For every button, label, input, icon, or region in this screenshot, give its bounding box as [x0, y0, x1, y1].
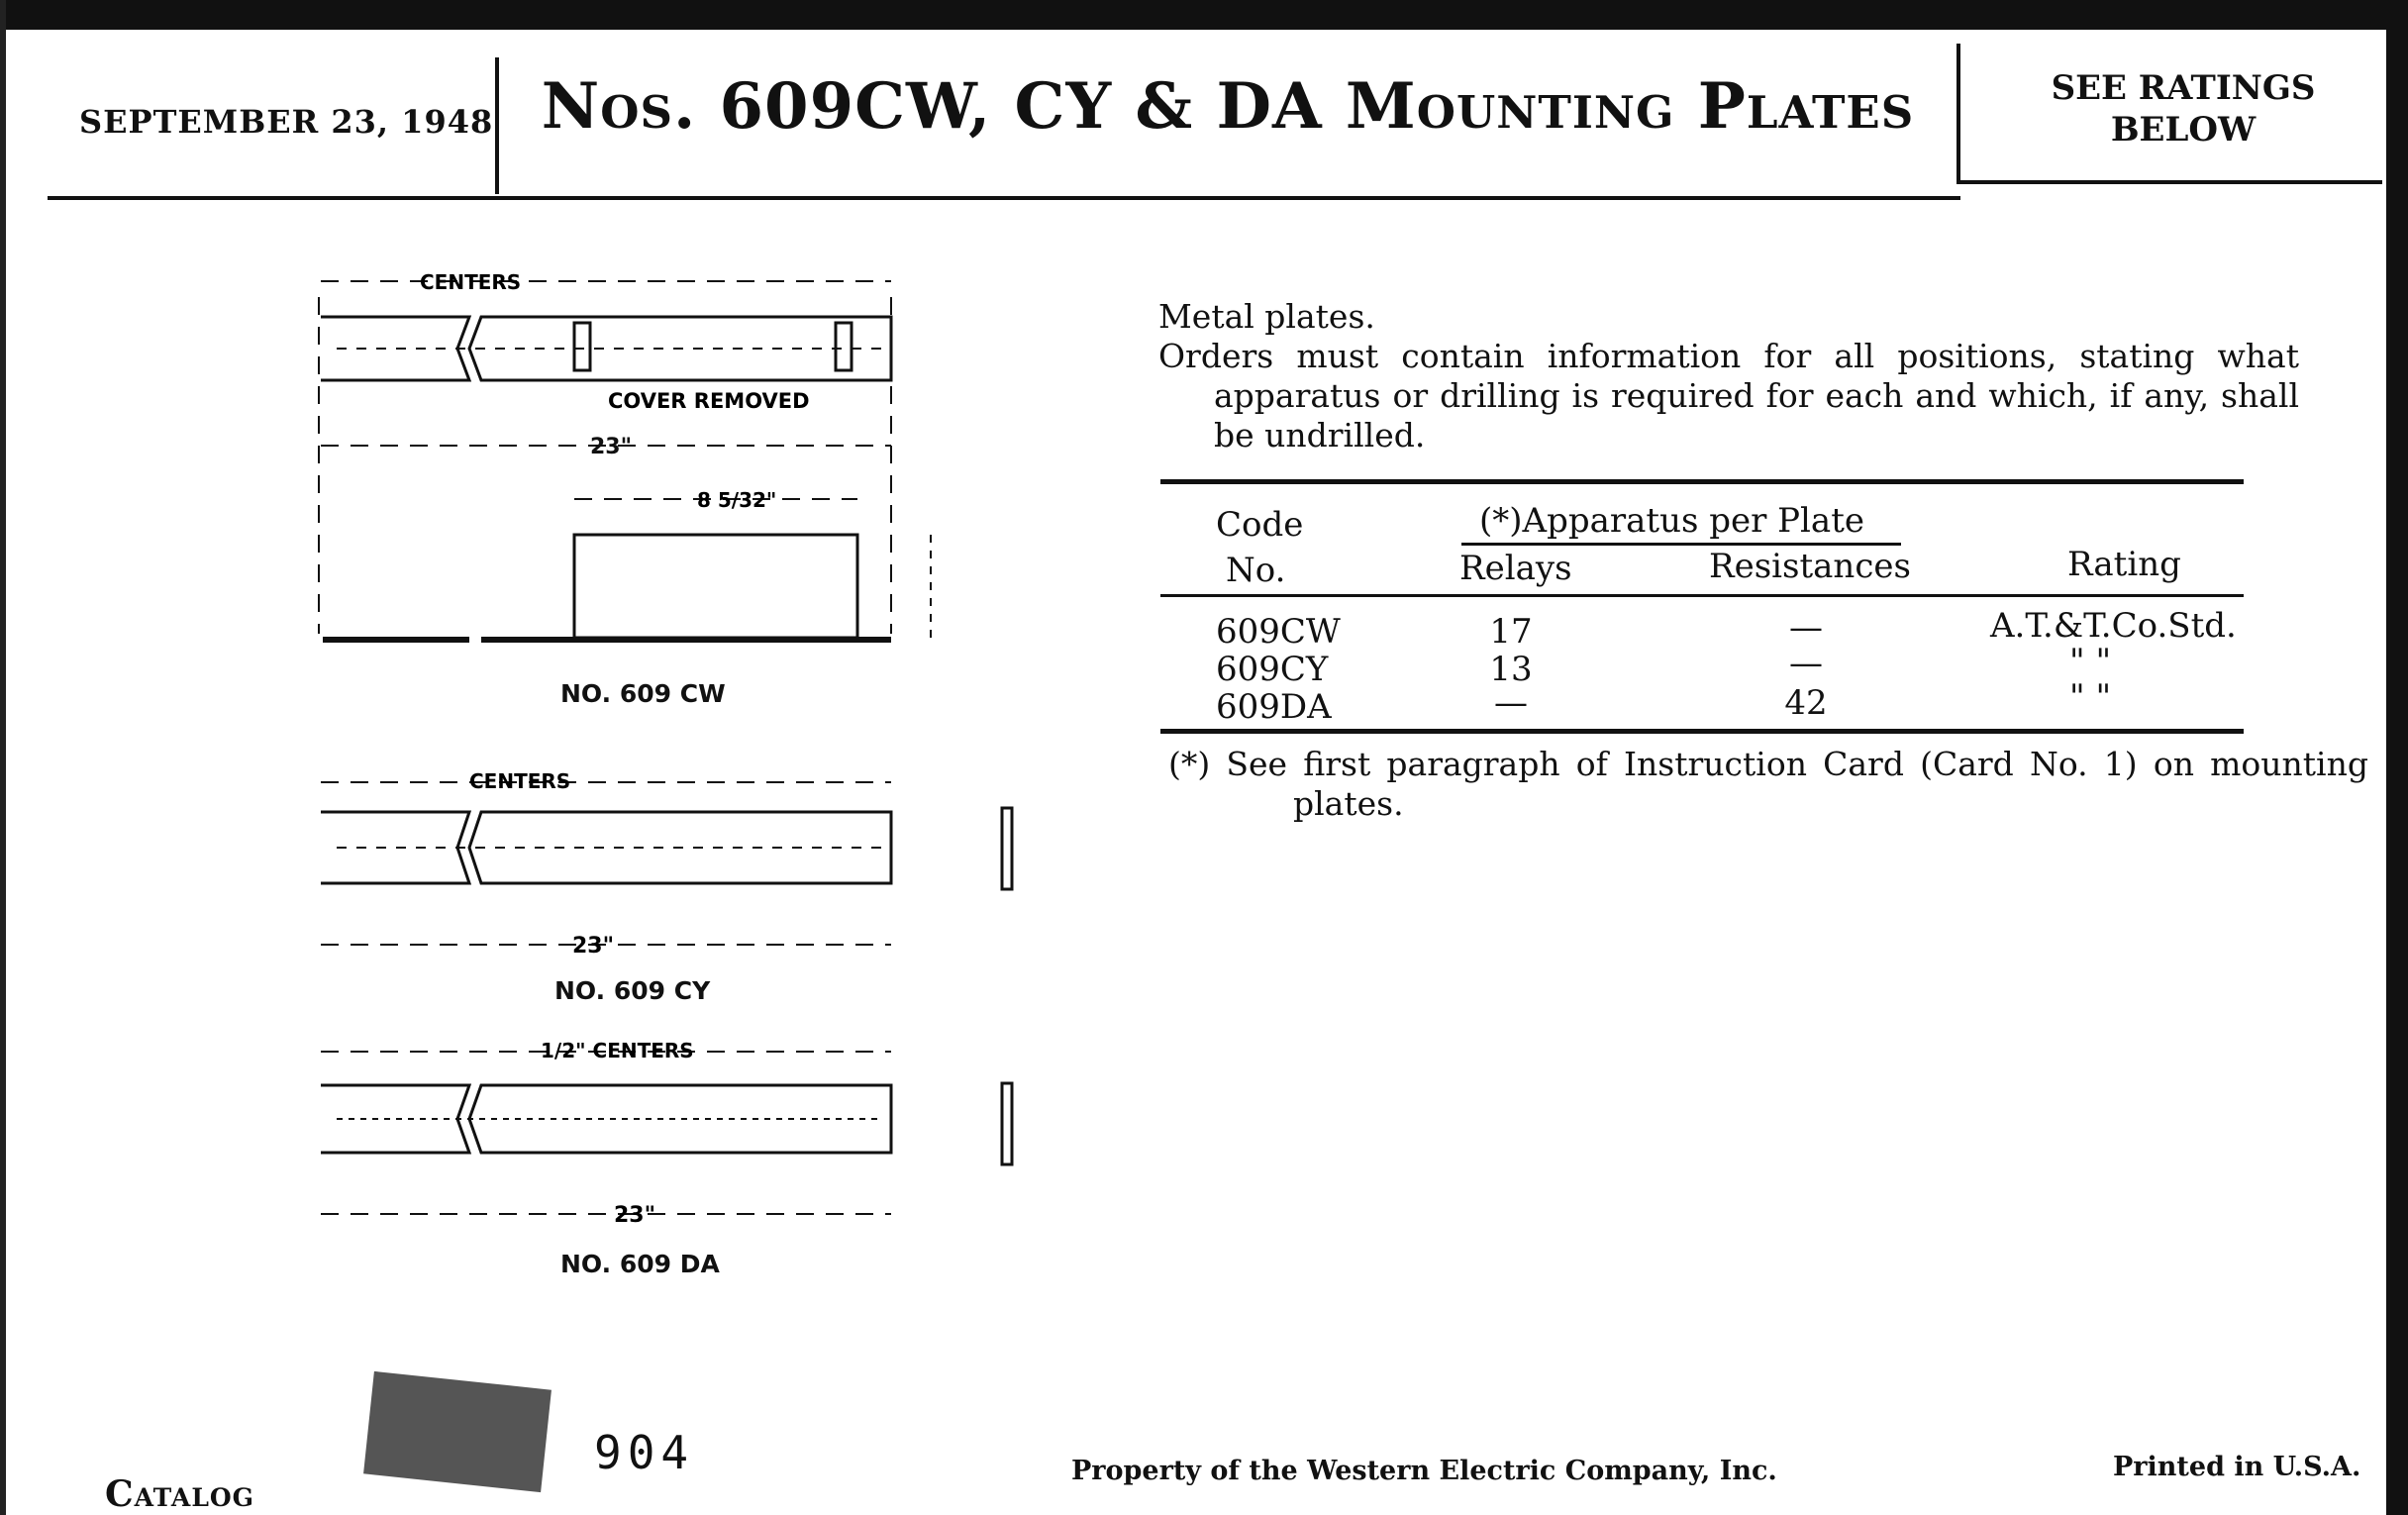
col-no-header: No. [1226, 551, 1286, 590]
cy-centers-text: CENTERS [469, 769, 571, 793]
row-rating: A.T.&T.Co.Std. [1990, 606, 2237, 646]
header-divider-right [1956, 44, 1960, 182]
row-code: 609CW [1216, 612, 1341, 652]
see-ratings-note: SEE RATINGS BELOW [2051, 68, 2316, 150]
printed-notice: Printed in U.S.A. [2113, 1452, 2361, 1482]
cw-dim-8-5-32-text: 8 5/32" [697, 488, 777, 512]
description-line2: Orders must contain information for all positions, stating what apparatus or drilling is required for each and which, if any, shall be undrilled. [1158, 337, 2299, 454]
row-relays: — [1494, 683, 1528, 723]
col-resistances-header: Resistances [1709, 547, 1911, 586]
apparatus-underline [1461, 543, 1901, 546]
table-top-rule [1160, 479, 2244, 484]
da-centers-text: 1/2" CENTERS [541, 1039, 694, 1062]
scan-right-border [2386, 0, 2408, 1515]
ink-stamp [363, 1371, 552, 1492]
description-line1: Metal plates. [1158, 297, 1375, 336]
cw-dim-23-text: 23" [590, 435, 633, 459]
row-resistances: — [1789, 608, 1823, 648]
header-date: SEPTEMBER 23, 1948 [79, 103, 494, 141]
catalog-number: 904 [594, 1426, 695, 1479]
cy-end-view [1002, 808, 1012, 889]
row-resistances: 42 [1784, 683, 1828, 723]
figure-label-cw: NO. 609 CW [560, 679, 726, 708]
da-dim-23-text: 23" [614, 1203, 656, 1228]
cw-cover-side-view [574, 535, 857, 638]
row-code: 609DA [1216, 687, 1332, 727]
catalog-label: Catalog [105, 1473, 255, 1515]
row-resistances: — [1789, 644, 1823, 683]
table-bottom-rule [1160, 729, 2244, 734]
col-code-header: Code [1216, 505, 1304, 545]
col-relays-header: Relays [1459, 549, 1572, 588]
header-rule-right [1956, 180, 2382, 184]
row-relays: 17 [1489, 612, 1533, 652]
figure-label-da: NO. 609 DA [560, 1250, 720, 1278]
table-footnote: (*) See first paragraph of Instruction Card (Card No. 1) on mounting plates. [1168, 745, 2368, 823]
cw-mount-bracket-left [574, 323, 590, 370]
cw-mount-bracket-right [836, 323, 852, 370]
property-notice: Property of the Western Electric Company, Inc. [1071, 1456, 1777, 1486]
cover-removed-label: COVER REMOVED [608, 389, 810, 413]
cy-dim-23-text: 23" [572, 934, 615, 959]
figure-label-cy: NO. 609 CY [554, 976, 711, 1005]
cw-centers-text: CENTERS [420, 270, 522, 294]
row-rating: " " [2069, 677, 2112, 717]
table-header-rule [1160, 594, 2244, 597]
row-code: 609CY [1216, 650, 1329, 689]
col-apparatus-header: (*)Apparatus per Plate [1479, 501, 1864, 541]
row-relays: 13 [1489, 650, 1533, 689]
col-rating-header: Rating [2067, 545, 2181, 584]
row-rating: " " [2069, 642, 2112, 681]
page-title: Nos. 609CW, CY & DA Mounting Plates [541, 69, 1915, 144]
mounting-plate-drawings [0, 0, 1089, 1307]
da-end-view [1002, 1083, 1012, 1164]
